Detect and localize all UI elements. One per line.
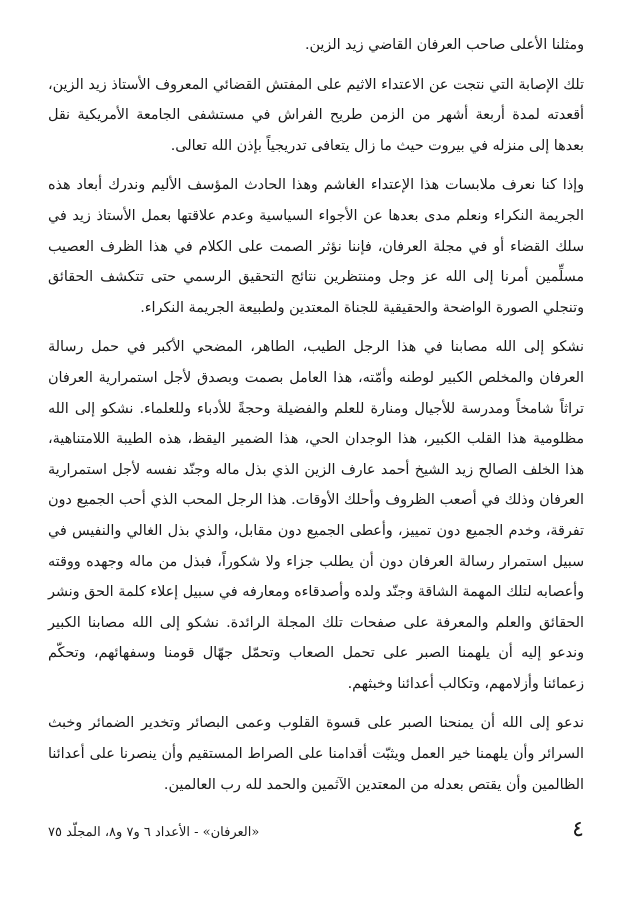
paragraph-4: نشكو إلى الله مصابنا في هذا الرجل الطيب، الطاهر، المضحي الأكبر في حمل رسالة العرفان والمخلص الكبير لوطنه وأمّته، هذا العامل بصمت وبصدق لأجل استمرارية العرفان تراثاً شامخاً ومدرسة للأجيال ومنارة للعلم والفضيلة وحجةً للأدباء وللعلماء. نشكو إلى الله مظلومية هذا القلب الكبير، هذا الوجدان الحي، هذا الضمير اليقظ، هذه الطيبة اللامتناهية، هذا الخلف الصالح زيد الشيخ أحمد عارف الزين الذي بذل ماله وجنّد نفسه لأجل استمرارية العرفان وذلك في أصعب الظروف وأحلك الأوقات. هذا الرجل المحب الذي أحب الجميع دون تفرقة، وخدم الجميع دون تمييز، وأعطى الجميع دون مقابل، والذي بذل الغالي والنفيس في سبيل استمرار رسالة العرفان دون أن يطلب جزاء ولا شكوراً، فبذل من ماله وجهده ووقته وأعصابه لتلك المهمة الشاقة وجنّد ولده وأصدقاءه ومعارفه في سبيل إعلاء كلمة الحق ونشر الحقائق والعلم والمعرفة على صفحات تلك المجلة الرائدة. نشكو إلى الله مصابنا الكبير وندعو إليه أن يلهمنا الصبر على تحمل الصعاب وتحمّل جهّال قومنا وسفهائهم، وتحكّم زعمائنا وأزلامهم، وتكالب أعدائنا وخبثهم. <box>48 339 584 692</box>
paragraph-1: ومثلنا الأعلى صاحب العرفان القاضي زيد الزين. <box>304 37 584 53</box>
page-number: ٤ <box>572 817 584 842</box>
paragraph-2: تلك الإصابة التي نتجت عن الاعتداء الاثيم على المفتش القضائي المعروف الأستاذ زيد الزين، أقعدته لمدة أربعة أشهر من الزمن طريح الفراش في مستشفى الجامعة الأمريكية نقل بعدها إلى منزله في بيروت حيث ما زال يتعافى تدريجياً بإذن الله تعالى. <box>48 76 584 154</box>
page-footer <box>48 818 584 858</box>
paragraph-5: ندعو إلى الله أن يمنحنا الصبر على قسوة القلوب وعمى البصائر وتخدير الضمائر وخبث السرائر وأن يلهمنا خير العمل ويثبّت أقدامنا على الصراط المستقيم وأن ينصرنا على أعدائنا الظالمين وأن يقتص بعدله من المعتدين الآثمين والحمد لله رب العالمين. <box>48 715 584 793</box>
paragraph-3: وإذا كنا نعرف ملابسات هذا الإعتداء الغاشم وهذا الحادث المؤسف الأليم وندرك أبعاد هذه الجريمة النكراء ونعلم مدى بعدها عن الأجواء السياسية وعدم علاقتها بعمل الأستاذ زيد في سلك القضاء أو في مجلة العرفان، فإننا نؤثر الصمت على الكلام في هذا الظرف العصيب مسلِّمين أمرنا إلى الله عز وجل ومنتظرين نتائج التحقيق الرسمي حتى تتكشف الحقائق وتنجلي الصورة الواضحة والحقيقية للجناة المعتدين ولطبيعة الجريمة النكراء. <box>48 177 584 316</box>
article-body <box>48 30 584 800</box>
running-footer: «العرفان» - الأعداد ٦ و٧ و٨، المجلّد ٧٥ <box>48 825 260 840</box>
